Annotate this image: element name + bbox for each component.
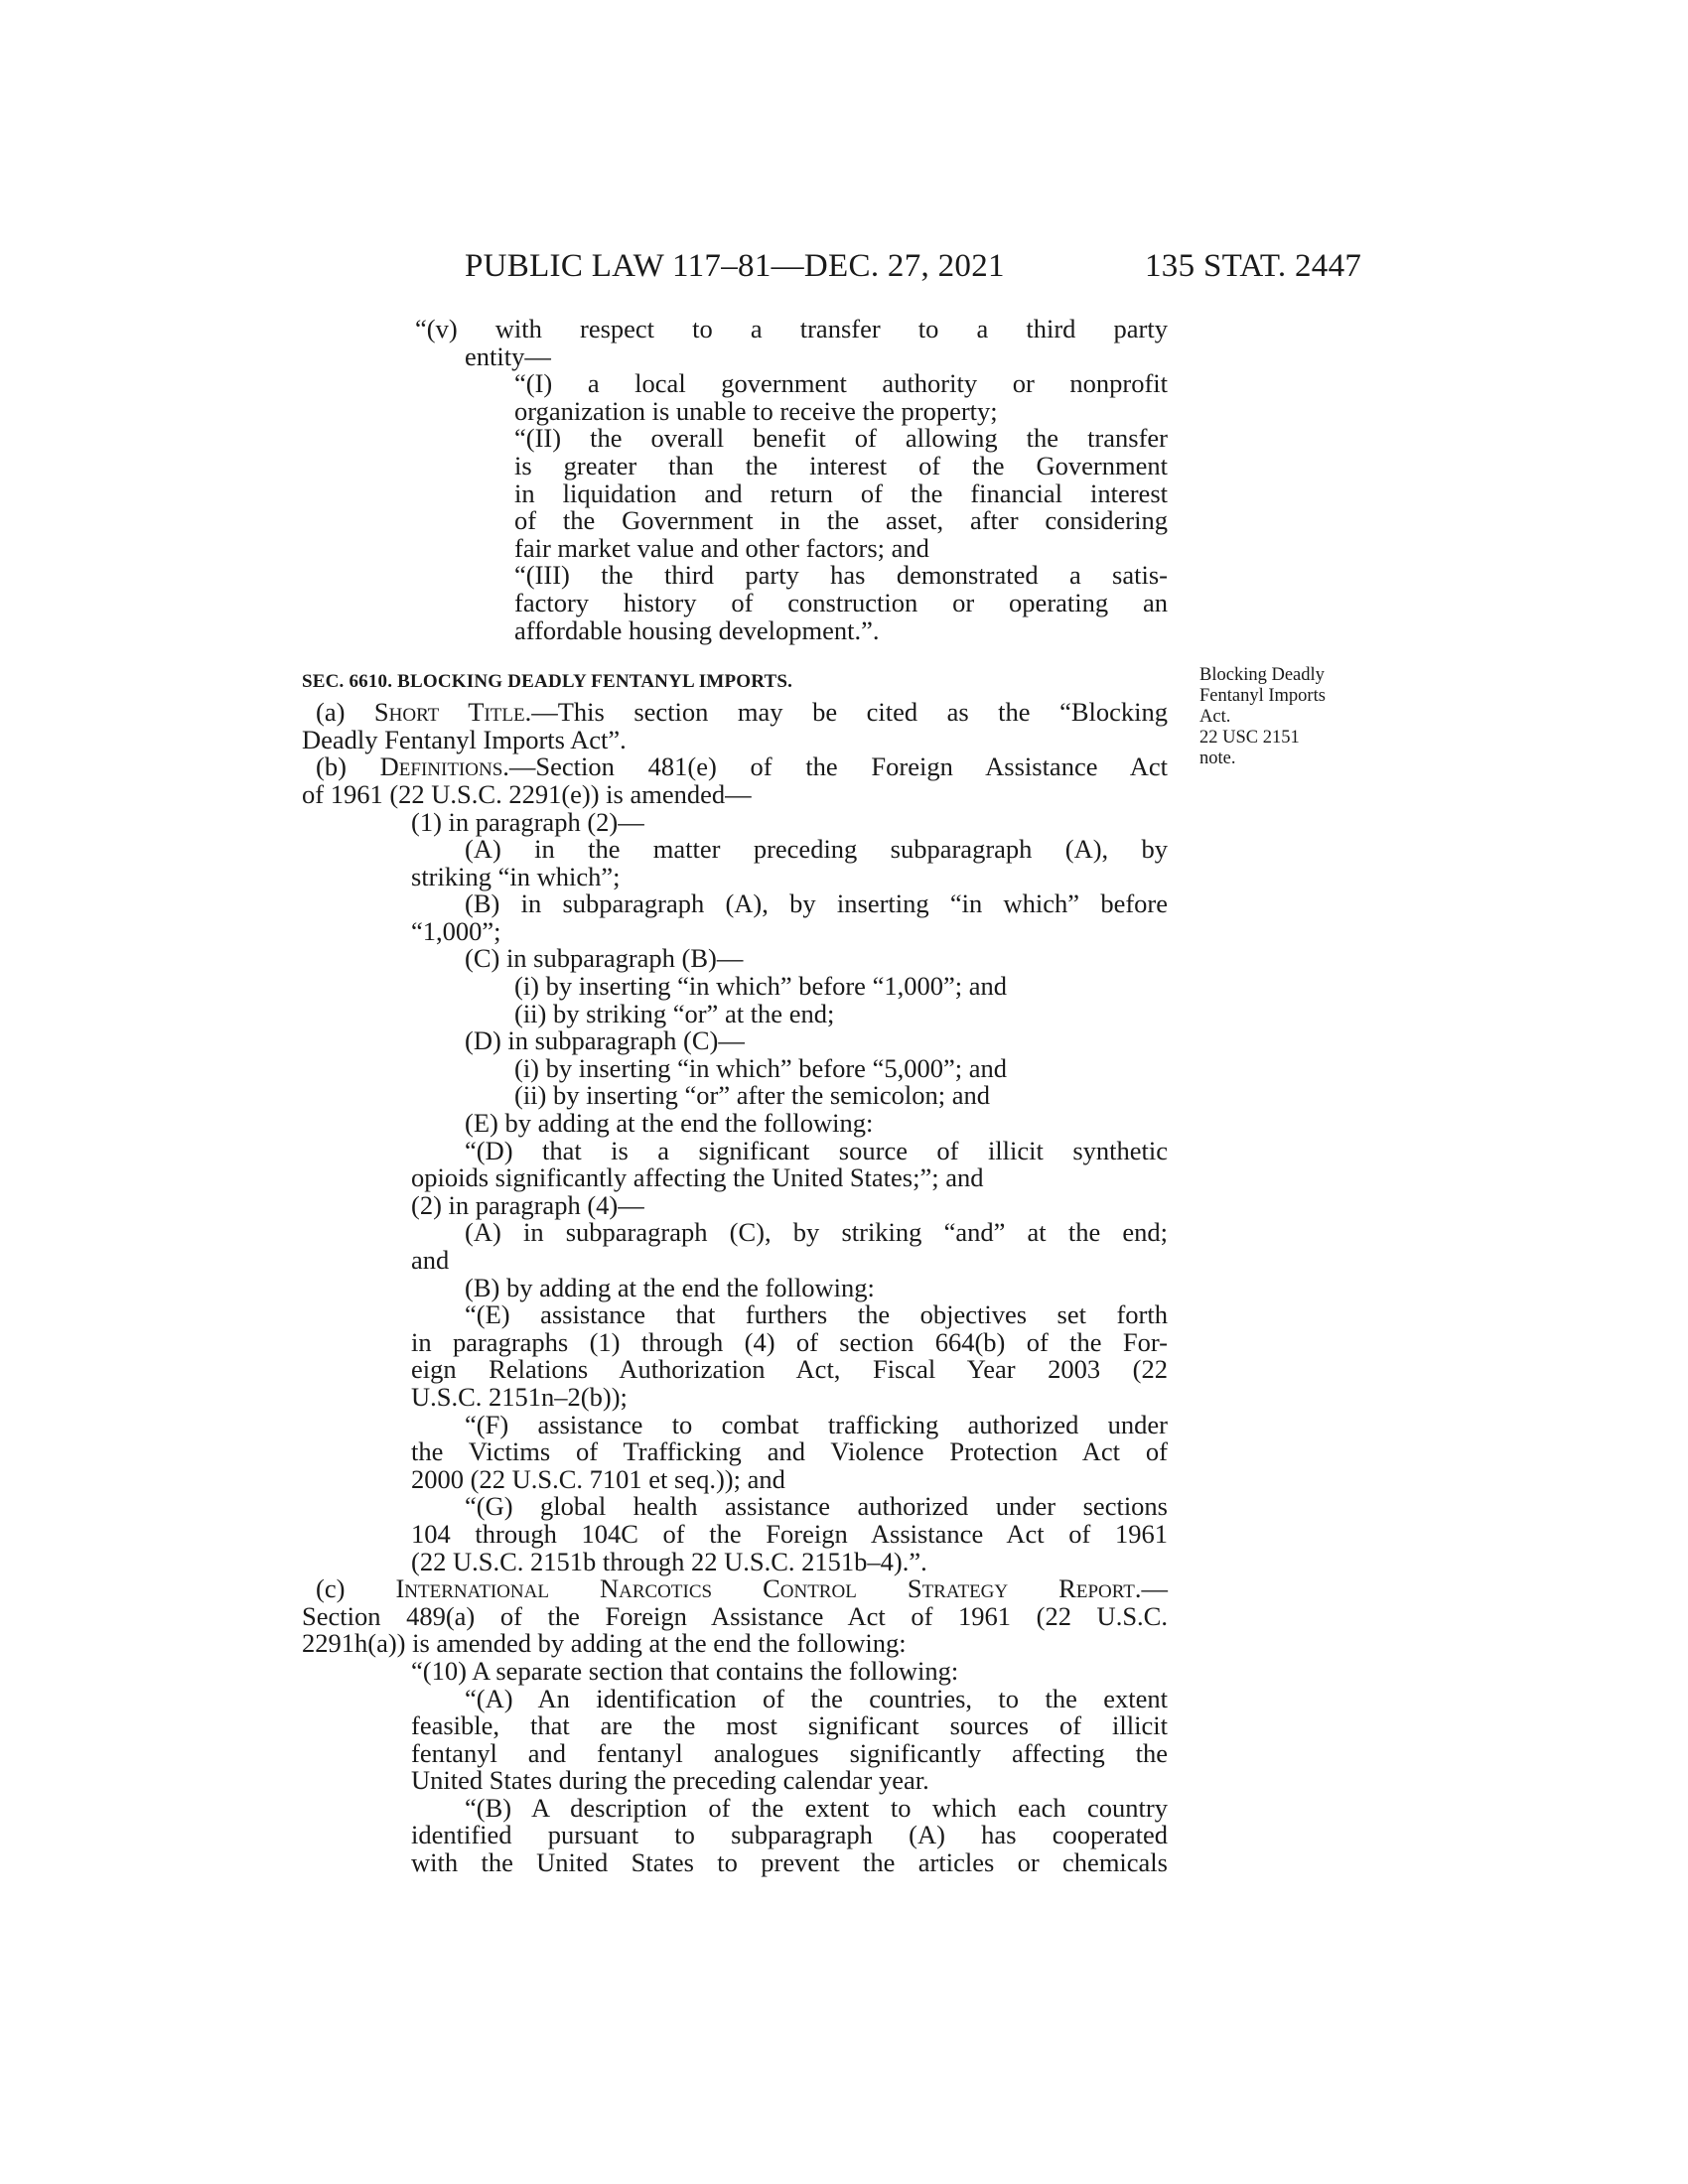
margin-note-line: Act.	[1199, 707, 1231, 727]
text-line: of the Government in the asset, after considering	[514, 505, 1168, 536]
margin-note-line: Blocking Deadly	[1199, 665, 1325, 685]
text-line: “(II) the overall benefit of allowing the transfer	[514, 423, 1168, 454]
text-line: “1,000”;	[411, 915, 501, 946]
text-line: affordable housing development.”.	[514, 614, 880, 645]
text-line: (B) in subparagraph (A), by inserting “in which” before	[465, 888, 1168, 919]
text-line: “(D) that is a significant source of illicit synthetic	[465, 1135, 1168, 1165]
margin-note-line: Fentanyl Imports	[1199, 686, 1326, 706]
text-line: in paragraphs (1) through (4) of section 664(b) of the For-	[411, 1326, 1168, 1357]
text-line: Deadly Fentanyl Imports Act”.	[302, 724, 627, 754]
text-line: striking “in which”;	[411, 861, 621, 891]
text-line: (ii) by striking “or” at the end;	[514, 998, 835, 1028]
text-line: identified pursuant to subparagraph (A) has cooperated	[411, 1820, 1168, 1850]
subsection-text: .—Section 481(e) of the Foreign Assistance Act	[502, 751, 1168, 782]
text-line: U.S.C. 2151n–2(b));	[411, 1381, 628, 1412]
subsection-caption: Definitions	[379, 751, 503, 782]
text-line: (A) in the matter preceding subparagraph (A), by	[465, 834, 1168, 865]
text-line: (2) in paragraph (4)—	[411, 1189, 644, 1220]
text-line: the Victims of Trafficking and Violence Protection Act of	[411, 1436, 1168, 1467]
text-line: (ii) by inserting “or” after the semicolon; and	[514, 1080, 991, 1111]
text-line: (22 U.S.C. 2151b through 22 U.S.C. 2151b–4).”.	[411, 1546, 927, 1576]
text-line: “(III) the third party has demonstrated a satis-	[514, 560, 1168, 591]
text-line: opioids significantly affecting the United States;”; and	[411, 1162, 984, 1193]
page-stat-number: 135 STAT. 2447	[1145, 248, 1362, 284]
text-line: “(I) a local government authority or nonprofit	[514, 368, 1168, 399]
subsection-c-line	[316, 1575, 1168, 1603]
text-line: United States during the preceding calendar year.	[411, 1765, 929, 1796]
text-line: in liquidation and return of the financial interest	[514, 478, 1168, 508]
text-line: (A) in subparagraph (C), by striking “and” at the end;	[465, 1217, 1168, 1248]
text-line: and	[411, 1245, 450, 1275]
text-line: (i) by inserting “in which” before “1,000”; and	[514, 971, 1007, 1002]
text-line: 2291h(a)) is amended by adding at the end the following:	[302, 1628, 907, 1659]
text-line: (1) in paragraph (2)—	[411, 806, 644, 837]
text-line: (B) by adding at the end the following:	[465, 1272, 875, 1302]
text-line: “(E) assistance that furthers the objectives set forth	[465, 1299, 1168, 1330]
subsection-a-line	[316, 699, 1168, 727]
running-header-title: PUBLIC LAW 117–81—DEC. 27, 2021	[465, 248, 1005, 284]
text-line: of 1961 (22 U.S.C. 2291(e)) is amended—	[302, 778, 752, 809]
text-line: Section 489(a) of the Foreign Assistance Act of 1961 (22 U.S.C.	[302, 1600, 1168, 1631]
text-line: (E) by adding at the end the following:	[465, 1108, 874, 1139]
text-line: “(G) global health assistance authorized under sections	[465, 1491, 1168, 1522]
text-line: eign Relations Authorization Act, Fiscal Year 2003 (22	[411, 1354, 1168, 1385]
text-line: entity—	[465, 341, 551, 371]
text-line: “(B) A description of the extent to which each country	[465, 1792, 1168, 1823]
text-line: is greater than the interest of the Government	[514, 450, 1168, 480]
text-line: 2000 (22 U.S.C. 7101 et seq.)); and	[411, 1463, 785, 1494]
text-line: with the United States to prevent the articles or chemicals	[411, 1847, 1168, 1878]
section-heading: SEC. 6610. BLOCKING DEADLY FENTANYL IMPORTS.	[302, 671, 793, 693]
margin-note-line: 22 USC 2151	[1199, 728, 1300, 748]
text-line: “(F) assistance to combat trafficking authorized under	[465, 1409, 1168, 1439]
text-line: fair market value and other factors; and	[514, 532, 929, 563]
subsection-b-line	[316, 753, 1168, 781]
subsection-number: (b)	[316, 751, 380, 782]
text-line: “(A) An identification of the countries, to the extent	[465, 1683, 1168, 1713]
text-line: “(v) with respect to a transfer to a third party	[415, 314, 1168, 343]
text-line: “(10) A separate section that contains the following:	[411, 1655, 959, 1686]
margin-note-line: note.	[1199, 749, 1236, 768]
text-line: 104 through 104C of the Foreign Assistance Act of 1961	[411, 1518, 1168, 1549]
text-line: organization is unable to receive the property;	[514, 395, 998, 426]
subsection-text: .—This section may be cited as the “Blocking	[524, 697, 1168, 728]
text-line: feasible, that are the most significant sources of illicit	[411, 1710, 1168, 1741]
subsection-caption: International Narcotics Control Strategy Report	[395, 1573, 1135, 1604]
text-line: fentanyl and fentanyl analogues significantly affecting the	[411, 1737, 1168, 1768]
subsection-number: (a)	[316, 697, 374, 728]
subsection-number: (c)	[316, 1573, 396, 1604]
text-line: factory history of construction or operating an	[514, 587, 1168, 617]
subsection-caption: Short Title	[373, 697, 525, 728]
statute-body	[302, 316, 1168, 1877]
text-line: (i) by inserting “in which” before “5,000”; and	[514, 1052, 1007, 1083]
text-line: (D) in subparagraph (C)—	[465, 1025, 745, 1056]
subsection-text: .—	[1134, 1573, 1168, 1604]
margin-note	[1199, 665, 1378, 769]
text-line: (C) in subparagraph (B)—	[465, 943, 744, 974]
